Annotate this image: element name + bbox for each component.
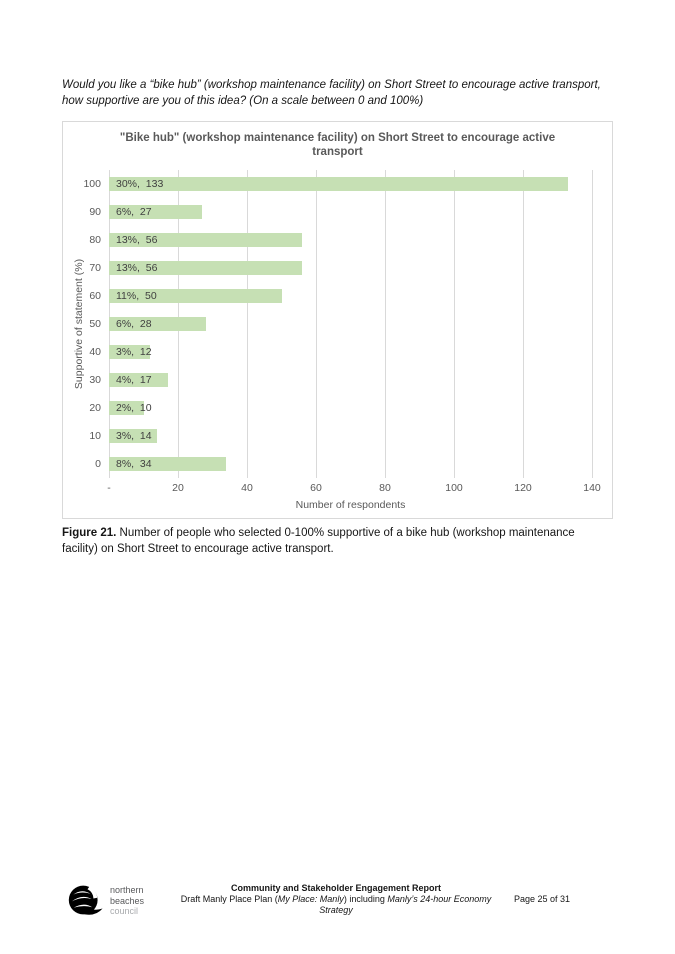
- footer-line2-mid: ) including: [343, 893, 388, 904]
- bar: [109, 233, 302, 247]
- figure-caption-label: Figure 21.: [62, 527, 117, 539]
- bar-row: [89, 338, 592, 366]
- council-logo: [67, 882, 144, 918]
- bar: [109, 401, 152, 415]
- y-tick-label: 0: [95, 458, 101, 470]
- gridline: [592, 170, 593, 478]
- bar: [109, 457, 226, 471]
- logo-line-2: beaches: [110, 895, 145, 906]
- bar: [109, 289, 282, 303]
- y-tick-label: 10: [89, 430, 101, 442]
- x-tick-label: 40: [241, 482, 253, 494]
- bar-row: [89, 310, 592, 338]
- footer-line2-italic-2: Manly’s 24-hour Economy: [387, 893, 492, 904]
- bar-value-label: 3%, 14: [116, 430, 152, 442]
- bar-row: [89, 198, 592, 226]
- bar-row: [83, 170, 592, 198]
- bar-value-label: 6%, 27: [116, 206, 152, 218]
- footer-line-1: Community and Stakeholder Engagement Report: [230, 883, 442, 893]
- council-logo-text: [110, 885, 144, 917]
- bar: [109, 177, 568, 191]
- bar: [109, 345, 150, 359]
- bar-value-label: 8%, 34: [116, 458, 152, 470]
- x-tick-label: 120: [514, 482, 532, 494]
- survey-question: Would you like a “bike hub” (workshop maintenance facility) on Short Street to encourage active transport, how supportive are you of this idea? (On a scale between 0 and 100%): [62, 79, 601, 107]
- bar-value-label: 11%, 50: [116, 290, 157, 302]
- bar-value-label: 13%, 56: [116, 262, 158, 274]
- y-tick-label: 80: [89, 234, 101, 246]
- bar: [109, 261, 302, 275]
- footer-line2-pre: Draft Manly Place Plan (: [180, 893, 278, 904]
- x-axis-title: Number of respondents: [295, 499, 406, 511]
- logo-line-1: northern: [110, 885, 144, 895]
- footer-line-3: Strategy: [319, 904, 353, 915]
- bar-row: [89, 394, 592, 422]
- bar: [109, 373, 168, 387]
- bar: [109, 429, 157, 443]
- bar-chart: [62, 121, 613, 519]
- footer-line2-italic-1: My Place: Manly: [277, 893, 344, 904]
- bar-value-label: 3%, 12: [116, 346, 152, 358]
- y-tick-label: 100: [83, 178, 101, 190]
- x-tick-label: 60: [310, 482, 322, 494]
- x-tick-label: 80: [379, 482, 391, 494]
- y-tick-label: 70: [89, 262, 101, 274]
- y-tick-label: 20: [89, 402, 101, 414]
- footer-line-2: [176, 894, 496, 905]
- y-tick-label: 30: [89, 374, 101, 386]
- figure-caption-text: Number of people who selected 0-100% supportive of a bike hub (workshop maintenance facility) on Short Street to encourage active transport.: [62, 527, 575, 555]
- bar-row: [89, 282, 592, 310]
- page-footer: [0, 876, 675, 936]
- y-tick-label: 60: [89, 290, 101, 302]
- x-tick-label: 100: [445, 482, 463, 494]
- bar-row: [89, 254, 592, 282]
- bar-value-label: 2%, 10: [116, 402, 152, 414]
- y-tick-label: 40: [89, 346, 101, 358]
- y-axis-title: Supportive of statement (%): [73, 258, 85, 390]
- logo-line-3: council: [110, 906, 139, 916]
- figure-caption: [62, 526, 577, 557]
- x-tick-label: -: [107, 482, 111, 494]
- bar-row: [89, 226, 592, 254]
- bar: [109, 205, 202, 219]
- bar-row: [89, 422, 592, 450]
- x-axis-ticks: [107, 482, 601, 496]
- bar: [109, 317, 206, 331]
- bar-value-label: 6%, 28: [116, 318, 152, 330]
- bar-row: [89, 366, 592, 394]
- y-tick-label: 90: [89, 206, 101, 218]
- plot-area: [83, 170, 592, 478]
- bar-value-label: 4%, 17: [116, 374, 152, 386]
- bar-value-label: 13%, 56: [116, 234, 158, 246]
- council-logo-icon: [67, 882, 103, 918]
- page-number: Page 25 of 31: [513, 894, 570, 904]
- bar-value-label: 30%, 133: [116, 178, 164, 190]
- bar-row: [95, 450, 592, 478]
- footer-report-title: [176, 883, 496, 915]
- x-tick-label: 20: [172, 482, 184, 494]
- x-tick-label: 140: [583, 482, 601, 494]
- chart-title: "Bike hub" (workshop maintenance facility) on Short Street to encourage active transport: [119, 132, 556, 158]
- y-tick-label: 50: [89, 318, 101, 330]
